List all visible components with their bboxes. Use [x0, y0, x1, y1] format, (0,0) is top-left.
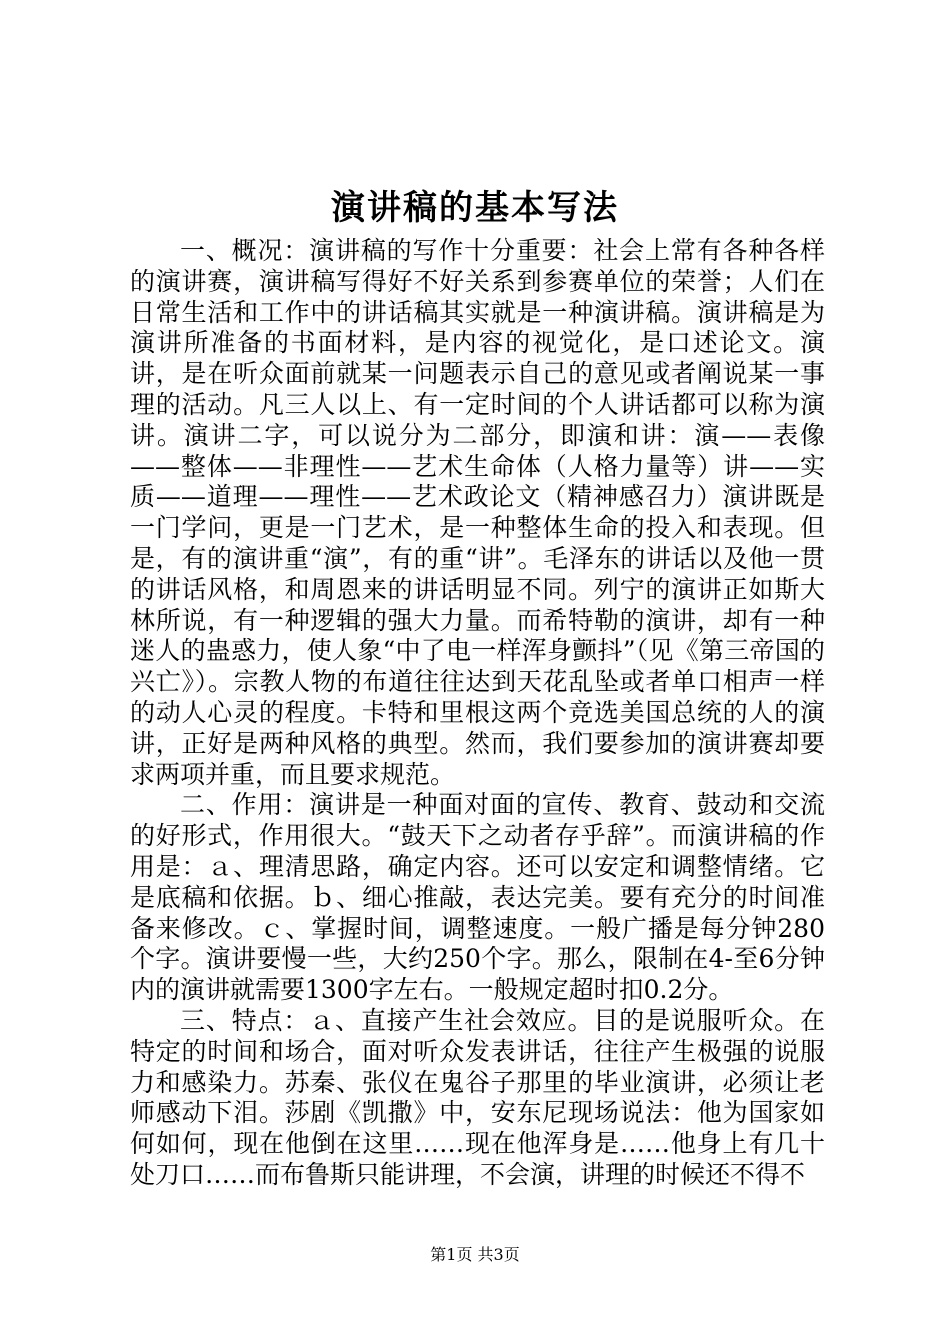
paragraph-features: 三、特点：ａ、直接产生社会效应。目的是说服听众。在特定的时间和场合，面对听众发表讲话，往往产生极强的说服力和感染力。苏秦、张仪在鬼谷子那里的毕业演讲，必须让老师感动下泪。莎剧《凯撒》中，安东尼现场说法：他为国家如何如何，现在他倒在这里……现在他浑身是……他身上有几十处刀口……而布鲁斯只能讲理，不会演，讲理的时候还不得不 — [130, 1005, 825, 1189]
document-title: 演讲稿的基本写法 — [331, 188, 619, 228]
paragraph-overview: 一、概况：演讲稿的写作十分重要：社会上常有各种各样的演讲赛，演讲稿写得好不好关系到参赛单位的荣誉；人们在日常生活和工作中的讲话稿其实就是一种演讲稿。演讲稿是为演讲所准备的书面材料，是内容的视觉化，是口述论文。演讲，是在听众面前就某一问题表示自己的意见或者阐说某一事理的活动。凡三人以上、有一定时间的个人讲话都可以称为演讲。演讲二字，可以说分为二部分，即演和讲：演——表像——整体——非理性——艺术生命体（人格力量等）讲——实质——道理——理性——艺术政论文（精神感召力）演讲既是一门学问，更是一门艺术，是一种整体生命的投入和表现。但是，有的演讲重“演”，有的重“讲”。毛泽东的讲话以及他一贯的讲话风格，和周恩来的讲话明显不同。列宁的演讲正如斯大林所说，有一种逻辑的强大力量。而希特勒的演讲，却有一种迷人的蛊惑力，使人象“中了电一样浑身颤抖”（见《第三帝国的兴亡》）。宗教人物的布道往往达到天花乱坠或者单口相声一样的动人心灵的程度。卡特和里根这两个竞选美国总统的人的演讲，正好是两种风格的典型。然而，我们要参加的演讲赛却要求两项并重，而且要求规范。 — [130, 236, 825, 789]
paragraph-function: 二、作用：演讲是一种面对面的宣传、教育、鼓动和交流的好形式，作用很大。“鼓天下之动者存乎辞”。而演讲稿的作用是：ａ、理清思路，确定内容。还可以安定和调整情绪。它是底稿和依据。ｂ、细心推敲，表达完美。要有充分的时间准备来修改。ｃ、掌握时间，调整速度。一般广播是每分钟280个字。演讲要慢一些，大约250个字。那么，限制在4-至6分钟内的演讲就需要1300字左右。一般规定超时扣0.2分。 — [130, 790, 825, 1005]
document-body — [130, 236, 825, 1191]
page-number-footer: 第1页 共3页 — [430, 1245, 520, 1264]
